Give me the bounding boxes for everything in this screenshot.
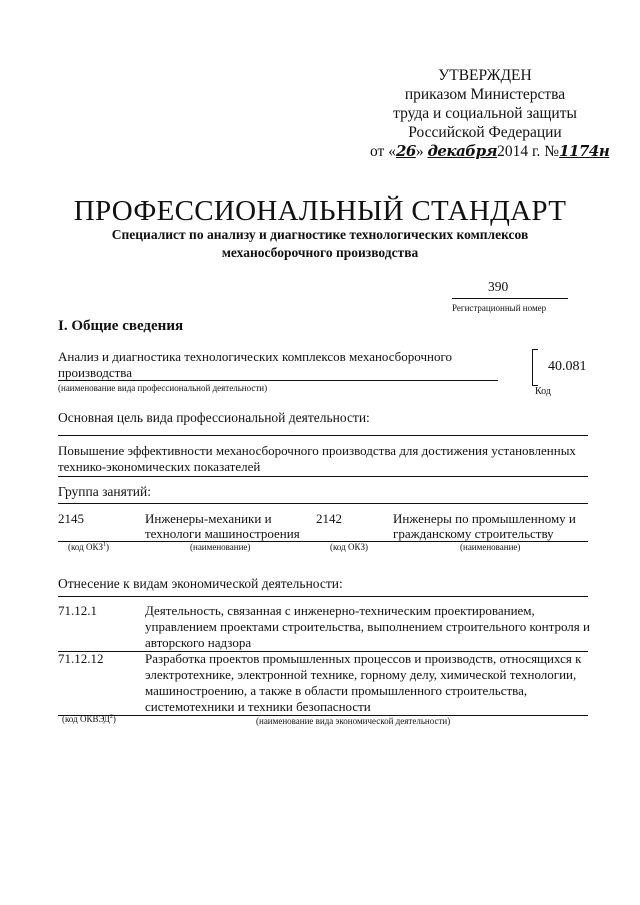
econ-code-1: 71.12.1	[58, 603, 97, 618]
main-goal-top-line	[58, 435, 588, 436]
handwritten-month: декабря	[427, 142, 498, 160]
econ-top-line	[58, 596, 588, 597]
econ-name-1-line-1: Деятельность, связанная с инженерно-техническим проектированием,	[145, 603, 535, 618]
econ-name-caption: (наименование вида экономической деятельности)	[256, 716, 451, 726]
group-label: Группа занятий:	[58, 484, 151, 499]
document-title: ПРОФЕССИОНАЛЬНЫЙ СТАНДАРТ	[73, 195, 567, 227]
group-code-2: 2142	[316, 511, 342, 526]
activity-name-line-1: Анализ и диагностика технологических комплексов механосборочного	[58, 349, 452, 364]
econ-name-2-line-2: электротехнике, электронной технике, горному делу, химической технологии,	[145, 667, 577, 682]
group-name-2-line-1: Инженеры по промышленному и	[393, 511, 576, 526]
group-name-2-line-2: гражданскому строительству	[393, 526, 554, 541]
econ-label: Отнесение к видам экономической деятельности:	[58, 576, 343, 591]
okved-caption: (код ОКВЭД$^2$)	[62, 714, 116, 724]
main-goal-line-2: технико-экономических показателей	[58, 459, 261, 474]
approval-title: УТВЕРЖДЕН	[438, 67, 532, 84]
approval-line-3: Российской Федерации	[408, 124, 562, 141]
main-goal-line-1: Повышение эффективности механосборочного производства для достижения установленных	[58, 443, 576, 458]
code-caption: Код	[535, 386, 551, 397]
econ-name-2-line-3: машиностроению, а также в области промышленного строительства,	[145, 683, 528, 698]
handwritten-day: 26	[395, 142, 416, 160]
approval-line-2: труда и социальной защиты	[393, 105, 577, 122]
activity-name-line-2: производства	[58, 365, 133, 380]
code-box-left	[532, 349, 533, 385]
econ-name-2-line-1: Разработка проектов промышленных процессов и производств, относящихся к	[145, 651, 582, 666]
activity-caption: (наименование вида профессиональной деятельности)	[58, 383, 268, 393]
group-name-1-line-1: Инженеры-механики и	[145, 511, 272, 526]
handwritten-number: 1174н	[559, 142, 610, 160]
registration-number: 390	[488, 279, 509, 294]
econ-name-1-line-2: управлением проектами строительства, выполнением строительного контроля и	[145, 619, 590, 634]
registration-underline	[452, 298, 568, 299]
approval-date: от «26» декабря2014 г. №1174н	[370, 142, 610, 160]
code-box-corner-top	[532, 349, 538, 350]
section-heading: I. Общие сведения	[58, 318, 184, 334]
group-code-1: 2145	[58, 511, 84, 526]
okz-caption-1: (код ОКЗ$^1$)	[68, 542, 109, 552]
name-caption-2: (наименование)	[460, 542, 521, 552]
document-subtitle: Специалист по анализу и диагностике технологических комплексов механосборочного производства	[111, 227, 529, 260]
main-goal-bottom-line	[58, 476, 588, 477]
main-goal-label: Основная цель вида профессиональной деятельности:	[58, 410, 370, 425]
name-caption-1: (наименование)	[190, 542, 251, 552]
econ-name-2-line-4: системотехники и техники безопасности	[145, 699, 371, 714]
code-value: 40.081	[548, 359, 587, 374]
econ-code-2: 71.12.12	[58, 651, 104, 666]
okz-caption-2: (код ОКЗ)	[330, 542, 368, 552]
group-name-1-line-2: технологи машиностроения	[145, 526, 300, 541]
approval-line-1: приказом Министерства	[404, 86, 566, 103]
approval-block	[370, 66, 610, 161]
econ-name-1-line-3: авторского надзора	[145, 635, 252, 650]
group-top-line	[58, 503, 588, 504]
activity-underline	[58, 380, 498, 381]
registration-label: Регистрационный номер	[452, 303, 547, 313]
